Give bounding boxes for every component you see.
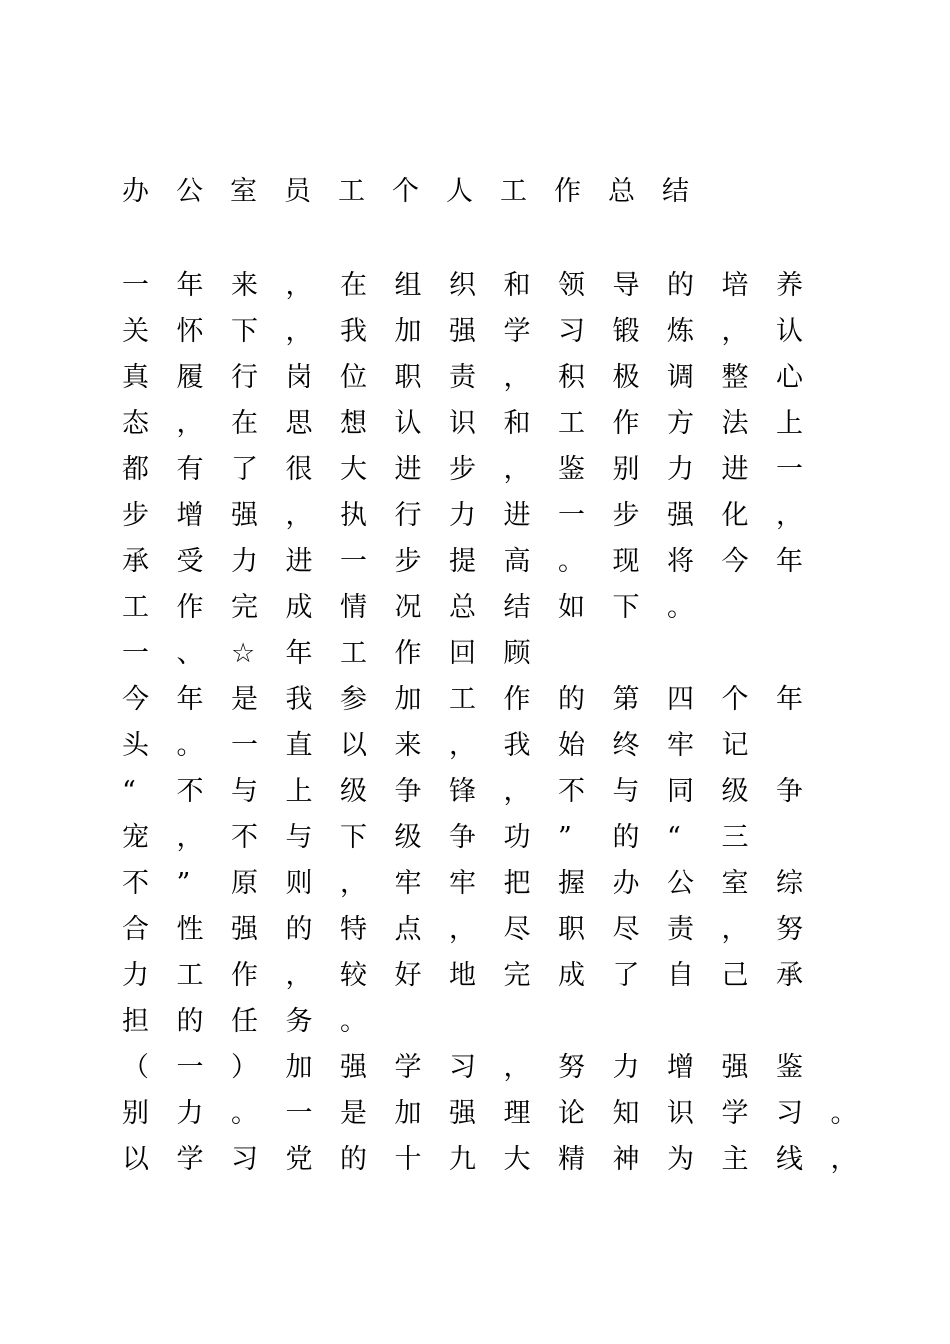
body-line: 一 年 来 ， 在 组 织 和 领 导 的 培 养 xyxy=(122,270,803,301)
body-line: 不 ” 原 则 ， 牢 牢 把 握 办 公 室 综 xyxy=(122,868,803,899)
body-line: 担 的 任 务 。 xyxy=(122,1006,367,1037)
body-line: 态 ， 在 思 想 认 识 和 工 作 方 法 上 xyxy=(122,408,803,439)
body-line: 真 履 行 岗 位 职 责 ， 积 极 调 整 心 xyxy=(122,362,803,393)
document-body xyxy=(122,263,858,1183)
body-line: 以 学 习 党 的 十 九 大 精 神 为 主 线 ， xyxy=(122,1144,858,1175)
body-line: “ 不 与 上 级 争 锋 ， 不 与 同 级 争 xyxy=(122,776,803,807)
body-line: 步 增 强 ， 执 行 力 进 一 步 强 化 ， xyxy=(122,500,803,531)
body-line: 合 性 强 的 特 点 ， 尽 职 尽 责 ， 努 xyxy=(122,914,803,945)
body-line: 关 怀 下 ， 我 加 强 学 习 锻 炼 ， 认 xyxy=(122,316,803,347)
body-line: 宠 ， 不 与 下 级 争 功 ” 的 “ 三 xyxy=(122,822,749,853)
subsection-heading: （ 一 ） 加 强 学 习 ， 努 力 增 强 鉴 xyxy=(122,1052,803,1083)
body-line: 头 。 一 直 以 来 ， 我 始 终 牢 记 xyxy=(122,730,749,761)
section-heading: 一 、 ☆ 年 工 作 回 顾 xyxy=(122,638,531,669)
body-line: 今 年 是 我 参 加 工 作 的 第 四 个 年 xyxy=(122,684,803,715)
body-line: 都 有 了 很 大 进 步 ， 鉴 别 力 进 一 xyxy=(122,454,803,485)
document-title: 办公室员工个人工作总结 xyxy=(122,176,716,207)
body-line: 工 作 完 成 情 况 总 结 如 下 。 xyxy=(122,592,694,623)
body-line: 别 力 。 一 是 加 强 理 论 知 识 学 习 。 xyxy=(122,1098,858,1129)
body-line: 力 工 作 ， 较 好 地 完 成 了 自 己 承 xyxy=(122,960,803,991)
body-line: 承 受 力 进 一 步 提 高 。 现 将 今 年 xyxy=(122,546,803,577)
